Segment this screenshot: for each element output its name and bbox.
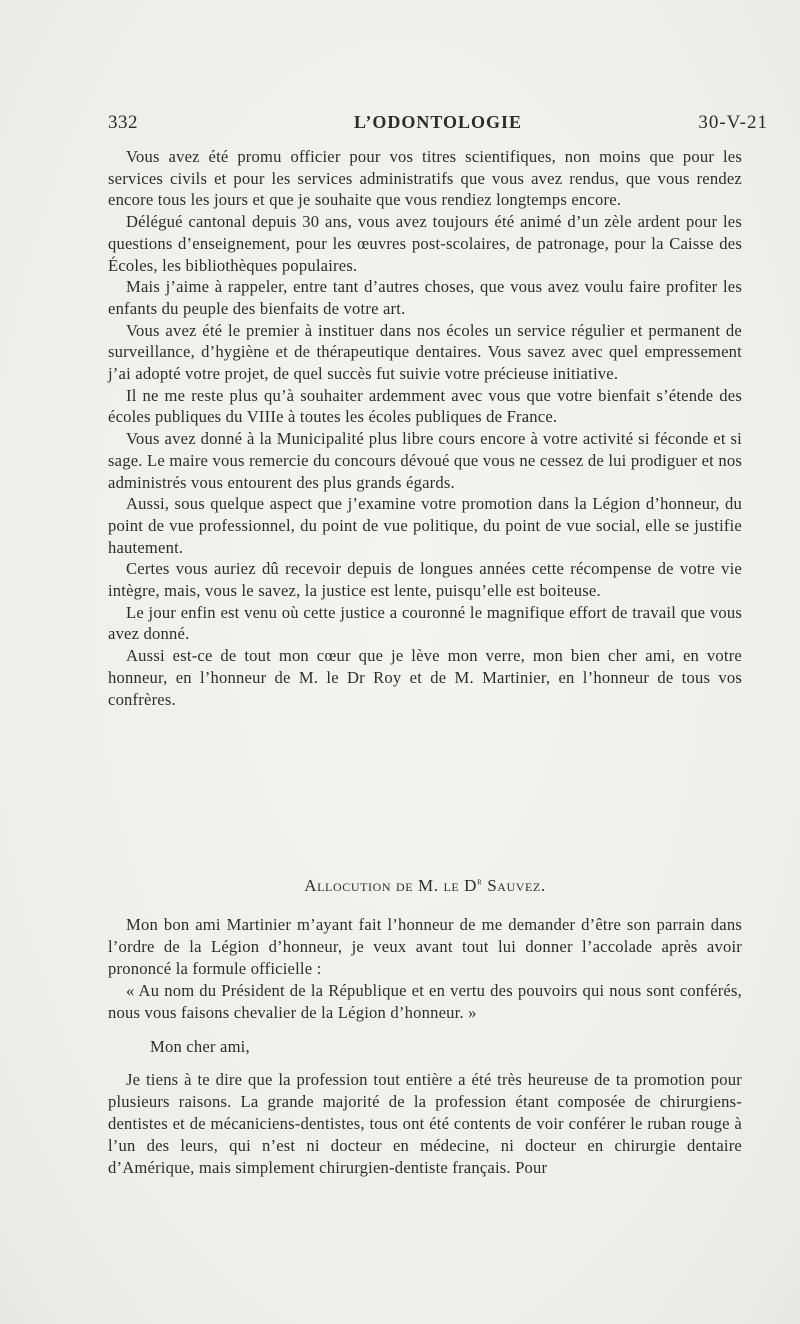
section-heading-sup: r	[477, 876, 483, 888]
section-heading-suffix: Sauvez.	[482, 876, 546, 895]
quoted-formula: « Au nom du Président de la République et en vertu des pouvoirs qui nous sont conférés, nous vous faisons chevalier de la Légion d’honneur. »	[108, 980, 742, 1022]
paragraph: Délégué cantonal depuis 30 ans, vous avez toujours été animé d’un zèle ardent pour les questions d’enseignement, pour les œuvres post-scolaires, de patronage, pour la Caisse des Écoles, les bibliothèques populaires.	[108, 212, 742, 275]
paragraph: Mon bon ami Martinier m’ayant fait l’honneur de me demander d’être son parrain dans l’ordre de la Légion d’honneur, je veux avant tout lui donner l’accolade après avoir prononcé la formule officielle :	[108, 915, 742, 978]
paragraph: Aussi est-ce de tout mon cœur que je lève mon verre, mon bien cher ami, en votre honneur, en l’honneur de M. le Dr Roy et de M. Martinier, en l’honneur de tous vos confrères.	[108, 646, 742, 709]
salutation: Mon cher ami,	[150, 1036, 250, 1056]
issue-date: 30-V-21	[698, 112, 768, 133]
page-number: 332	[108, 112, 138, 133]
paragraph: Vous avez été promu officier pour vos titres scientifiques, non moins que pour les services civils et pour les services administratifs que vous avez rendus, que vous rendez encore tous les jours et que je souhaite que vous rendiez longtemps encore.	[108, 147, 742, 210]
speech-continuation	[108, 146, 742, 710]
allocution-text	[108, 914, 742, 1179]
journal-title: L’ODONTOLOGIE	[353, 112, 523, 132]
paragraph: Il ne me reste plus qu’à souhaiter ardemment avec vous que votre bienfait s’étende des écoles publiques du VIIIe à toutes les écoles publiques de France.	[108, 385, 742, 427]
paragraph: Mais j’aime à rappeler, entre tant d’autres choses, que vous avez voulu faire profiter les enfants du peuple des bienfaits de votre art.	[108, 277, 742, 318]
paragraph: Aussi, sous quelque aspect que j’examine votre promotion dans la Légion d’honneur, du point de vue professionnel, du point de vue politique, du point de vue social, elle se justifie hautement.	[108, 494, 742, 557]
section-heading	[108, 876, 742, 896]
section-heading-prefix: Allocution de M. le D	[304, 876, 478, 895]
paragraph: Vous avez donné à la Municipalité plus libre cours encore à votre activité si féconde et si sage. Le maire vous remercie du concours dévoué que vous ne cessez de lui prodiguer et nos administrés vous entourent des plus grands égards.	[108, 429, 742, 492]
running-header	[108, 112, 768, 140]
paragraph: Le jour enfin est venu où cette justice a couronné le magnifique effort de travail que vous avez donné.	[108, 602, 742, 644]
paragraph: Je tiens à te dire que la profession tout entière a été très heureuse de ta promotion pour plusieurs raisons. La grande majorité de la profession étant composée de chirurgiens-dentistes et de mécaniciens-dentistes, tous ont été contents de voir conférer le ruban rouge à l’un des leurs, qui n’est ni docteur en médecine, ni docteur en chirurgie dentaire d’Amérique, mais simplement chirurgien-dentiste français. Pour	[108, 1070, 742, 1178]
paragraph: Certes vous auriez dû recevoir depuis de longues années cette récompense de votre vie intègre, mais, vous le savez, la justice est lente, puisqu’elle est boiteuse.	[108, 559, 742, 601]
paragraph: Vous avez été le premier à instituer dans nos écoles un service régulier et permanent de surveillance, d’hygiène et de thérapeutique dentaires. Vous savez avec quel empressement j’ai adopté votre projet, de quel succès fut suivie votre précieuse initiative.	[108, 320, 742, 384]
